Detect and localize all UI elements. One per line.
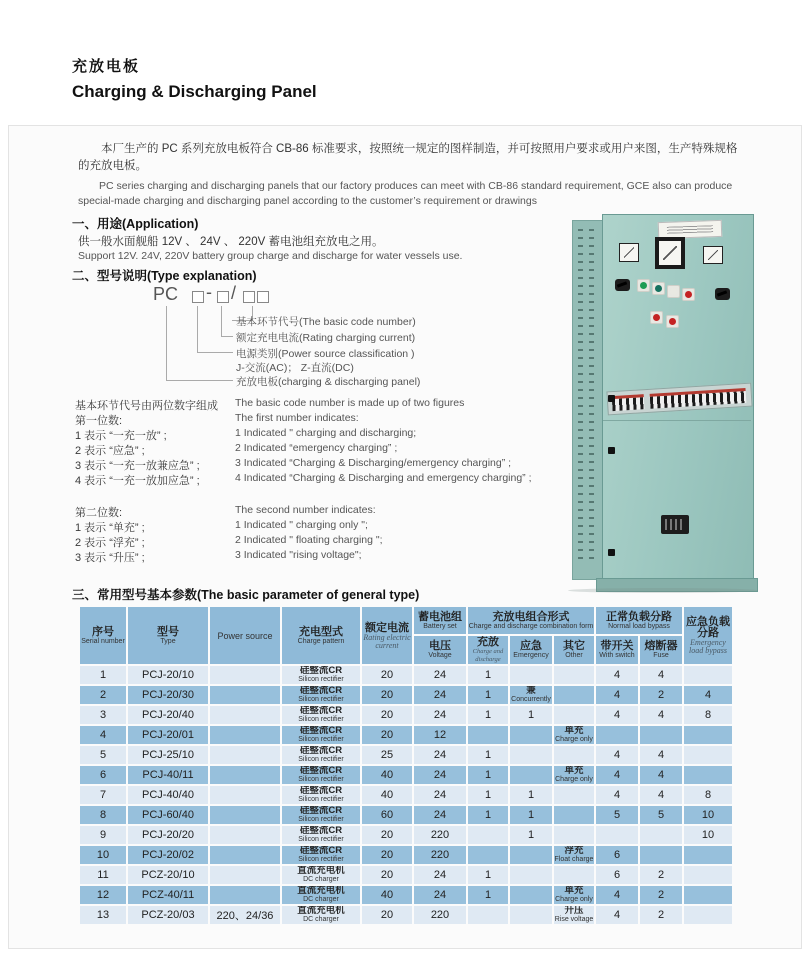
table-row: [80, 806, 732, 824]
line-en: 3 Indicated “Charging & Discharging/emergency charging” ;: [235, 457, 512, 469]
cell-rating-current: 60: [362, 806, 412, 824]
cell-other: [554, 666, 594, 684]
cell-model: PCJ-20/30: [128, 686, 208, 704]
cabinet-front: [602, 214, 754, 582]
cell-model: PCJ-40/40: [128, 786, 208, 804]
terminal-block: [661, 515, 689, 534]
cell-emergency-bypass: 10: [684, 826, 732, 844]
push-button-red: [650, 311, 663, 324]
cell-with-switch: 4: [596, 686, 638, 704]
line-en: 3 Indicated "rising voltage";: [235, 549, 362, 561]
cell-serial: 4: [80, 726, 126, 744]
cell-charge-discharge: 1: [468, 766, 508, 784]
cell-model: PCJ-20/40: [128, 706, 208, 724]
cell-power-source: [210, 746, 280, 764]
push-button-red: [666, 315, 679, 328]
line-cn: 2 表示 “浮充” ;: [75, 537, 145, 549]
cell-power-source: [210, 766, 280, 784]
bilingual-line: [75, 397, 555, 412]
cell-rating-current: 20: [362, 906, 412, 924]
cell-voltage: 220: [414, 846, 466, 864]
code-box-2: [217, 291, 229, 303]
cell-serial: 11: [80, 866, 126, 884]
col-power-source: Power source: [210, 607, 280, 664]
line-en: 1 Indicated " charging only ";: [235, 519, 368, 531]
cell-model: PCJ-20/01: [128, 726, 208, 744]
cell-fuse: 4: [640, 746, 682, 764]
meter-gauge-right: [703, 246, 723, 264]
diagram-label-ac-dc: J-交流(AC)； Z-直流(DC): [236, 362, 354, 374]
cell-charge-pattern: 硅整流CR Silicon rectifier: [282, 766, 360, 784]
cell-serial: 10: [80, 846, 126, 864]
cell-model: PCJ-60/40: [128, 806, 208, 824]
col-battery-set: 蓄电池组 Battery set: [414, 607, 466, 634]
bilingual-line: [75, 427, 555, 442]
cell-model: PCJ-40/11: [128, 766, 208, 784]
cell-charge-pattern: 硅整流CR Silicon rectifier: [282, 826, 360, 844]
table-row: [80, 706, 732, 724]
application-text-cn: 供一般水面舰船 12V 、 24V 、 220V 蓄电池组充放电之用。: [78, 236, 384, 248]
cell-charge-pattern: 直流充电机 DC charger: [282, 886, 360, 904]
code-box-4: [257, 291, 269, 303]
diagram-label-basic-code: 基本环节代号(The basic code number): [236, 316, 416, 328]
bilingual-line: [75, 412, 555, 427]
cell-charge-pattern: 直流充电机 DC charger: [282, 866, 360, 884]
bilingual-line: [75, 519, 555, 534]
cell-charge-discharge: 1: [468, 786, 508, 804]
cell-emergency: [510, 746, 552, 764]
table-row: [80, 866, 732, 884]
cell-other: [554, 806, 594, 824]
cell-charge-discharge: 1: [468, 706, 508, 724]
cell-voltage: 24: [414, 666, 466, 684]
cell-rating-current: 20: [362, 866, 412, 884]
cell-serial: 2: [80, 686, 126, 704]
diagram-line: [197, 352, 233, 353]
cell-rating-current: 20: [362, 686, 412, 704]
cell-fuse: 4: [640, 666, 682, 684]
col-rating-current: 额定电流 Rating electric current: [362, 607, 412, 664]
col-voltage: 电压 Voltage: [414, 636, 466, 664]
cell-voltage: 24: [414, 686, 466, 704]
cell-serial: 1: [80, 666, 126, 684]
cell-power-source: [210, 786, 280, 804]
cell-power-source: [210, 706, 280, 724]
col-charge-discharge: 充放 Charge and discharge: [468, 636, 508, 664]
cell-fuse: 2: [640, 886, 682, 904]
cell-voltage: 24: [414, 706, 466, 724]
breaker-strip: [606, 383, 752, 416]
line-cn: 3 表示 “一充一放兼应急” ;: [75, 460, 200, 472]
cell-other: [554, 866, 594, 884]
code-box-3: [243, 291, 255, 303]
second-number-block: [75, 504, 555, 564]
cell-rating-current: 20: [362, 706, 412, 724]
cell-power-source: [210, 806, 280, 824]
cell-rating-current: 20: [362, 726, 412, 744]
cell-charge-discharge: 1: [468, 686, 508, 704]
meter-gauge-center: [655, 237, 685, 269]
cell-emergency: [510, 666, 552, 684]
cell-serial: 5: [80, 746, 126, 764]
cell-charge-pattern: 硅整流CR Silicon rectifier: [282, 726, 360, 744]
cabinet-photo: [562, 214, 762, 594]
type-explanation-heading: 二、型号说明(Type explanation): [72, 269, 257, 283]
cell-emergency-bypass: [684, 726, 732, 744]
line-cn: 2 表示 “应急” ;: [75, 445, 145, 457]
cell-fuse: 4: [640, 786, 682, 804]
cell-charge-discharge: 1: [468, 886, 508, 904]
cell-with-switch: [596, 826, 638, 844]
cell-with-switch: 6: [596, 846, 638, 864]
cell-serial: 8: [80, 806, 126, 824]
cell-model: PCZ-40/11: [128, 886, 208, 904]
line-en: The second number indicates:: [235, 504, 376, 516]
cell-model: PCJ-25/10: [128, 746, 208, 764]
table-row: [80, 766, 732, 784]
cell-with-switch: 4: [596, 886, 638, 904]
col-type: 型号 Type: [128, 607, 208, 664]
cell-charge-discharge: 1: [468, 806, 508, 824]
cell-charge-pattern: 直流充电机 DC charger: [282, 906, 360, 924]
line-cn: 基本环节代号由两位数字组成: [75, 400, 218, 412]
indicator-lamp-teal: [652, 282, 665, 295]
code-dash: -: [206, 282, 212, 302]
cell-fuse: 5: [640, 806, 682, 824]
rotary-switch-right: [715, 288, 730, 300]
cell-voltage: 24: [414, 866, 466, 884]
cell-voltage: 24: [414, 746, 466, 764]
cell-with-switch: 4: [596, 706, 638, 724]
cell-model: PCJ-20/10: [128, 666, 208, 684]
cell-rating-current: 20: [362, 846, 412, 864]
cell-power-source: [210, 666, 280, 684]
line-en: The basic code number is made up of two figures: [235, 397, 465, 409]
table-row: [80, 886, 732, 904]
cell-serial: 12: [80, 886, 126, 904]
indicator-lamp-white: [667, 285, 680, 298]
breaker-group-left: [612, 394, 645, 411]
cell-fuse: 2: [640, 866, 682, 884]
cell-emergency: [510, 726, 552, 744]
table-row: [80, 686, 732, 704]
cell-model: PCJ-20/20: [128, 826, 208, 844]
meter-gauge-left: [619, 243, 639, 262]
cell-charge-pattern: 硅整流CR Silicon rectifier: [282, 706, 360, 724]
line-cn: 1 表示 “单充” ;: [75, 522, 145, 534]
cell-other: [554, 826, 594, 844]
application-text-en: Support 12V. 24V, 220V battery group charge and discharge for water vessels use.: [78, 250, 463, 262]
cell-voltage: 24: [414, 786, 466, 804]
line-en: 1 Indicated " charging and discharging;: [235, 427, 417, 439]
indicator-lamp-green: [637, 279, 650, 292]
cell-rating-current: 40: [362, 886, 412, 904]
cell-emergency: 1: [510, 826, 552, 844]
line-cn: 第二位数:: [75, 507, 123, 519]
code-box-1: [192, 291, 204, 303]
page-title-cn: 充放电板: [72, 58, 141, 75]
table-row: [80, 826, 732, 844]
cell-serial: 13: [80, 906, 126, 924]
cell-serial: 3: [80, 706, 126, 724]
cell-other: [554, 686, 594, 704]
col-combination: 充放电组合形式 Charge and discharge combination form: [468, 607, 594, 634]
col-emergency-bypass: 应急负载分路 Emergency load bypass: [684, 607, 732, 664]
cabinet-shadow: [568, 588, 758, 593]
cell-with-switch: 4: [596, 786, 638, 804]
bilingual-line: [75, 472, 555, 487]
cell-charge-discharge: [468, 726, 508, 744]
cell-power-source: [210, 846, 280, 864]
cell-power-source: [210, 886, 280, 904]
cell-power-source: [210, 826, 280, 844]
cell-power-source: 220、24/36: [210, 906, 280, 924]
cell-with-switch: 5: [596, 806, 638, 824]
cell-emergency-bypass: 4: [684, 686, 732, 704]
cell-emergency: [510, 766, 552, 784]
cell-rating-current: 20: [362, 826, 412, 844]
cell-charge-discharge: [468, 826, 508, 844]
cell-emergency: 1: [510, 786, 552, 804]
bilingual-line: [75, 442, 555, 457]
diagram-line: [166, 380, 233, 381]
cell-serial: 7: [80, 786, 126, 804]
cell-fuse: 4: [640, 766, 682, 784]
type-code-prefix: PC: [153, 284, 179, 304]
diagram-label-power-source: 电源类别(Power source classification ): [236, 348, 415, 360]
cell-rating-current: 40: [362, 786, 412, 804]
cell-other: [554, 746, 594, 764]
col-fuse: 熔断器 Fuse: [640, 636, 682, 664]
line-en: 4 Indicated “Charging & Discharging and emergency charging” ;: [235, 472, 532, 484]
cell-emergency-bypass: [684, 906, 732, 924]
cell-charge-pattern: 硅整流CR Silicon rectifier: [282, 746, 360, 764]
cell-voltage: 12: [414, 726, 466, 744]
parameter-table: [78, 605, 734, 926]
col-with-switch: 带开关 With switch: [596, 636, 638, 664]
cell-model: PCJ-20/02: [128, 846, 208, 864]
cell-power-source: [210, 686, 280, 704]
cell-charge-pattern: 硅整流CR Silicon rectifier: [282, 666, 360, 684]
cell-emergency-bypass: 8: [684, 786, 732, 804]
line-cn: 3 表示 “升压” ;: [75, 552, 145, 564]
cell-with-switch: 4: [596, 666, 638, 684]
parameter-heading: 三、常用型号基本参数(The basic parameter of general type): [72, 588, 420, 602]
cell-serial: 6: [80, 766, 126, 784]
cell-emergency-bypass: 8: [684, 706, 732, 724]
cell-other: 升压 Rise voltage: [554, 906, 594, 923]
door-lock: [608, 549, 615, 556]
cell-rating-current: 20: [362, 666, 412, 684]
cell-with-switch: 4: [596, 746, 638, 764]
cell-other: [554, 706, 594, 724]
diagram-line: [221, 306, 222, 336]
diagram-line: [221, 336, 233, 337]
cell-charge-pattern: 硅整流CR Silicon rectifier: [282, 786, 360, 804]
rotary-switch-left: [615, 279, 630, 291]
panel-seam: [603, 420, 751, 421]
cell-with-switch: 4: [596, 906, 638, 924]
cell-model: PCZ-20/10: [128, 866, 208, 884]
door-lock: [608, 395, 615, 402]
cell-fuse: [640, 846, 682, 864]
cell-charge-discharge: [468, 906, 508, 924]
cell-emergency: [510, 866, 552, 884]
cell-emergency-bypass: [684, 766, 732, 784]
col-normal-bypass: 正常负载分路 Normal load bypass: [596, 607, 682, 634]
cell-emergency-bypass: [684, 746, 732, 764]
intro-paragraph-en: PC series charging and discharging panels that our factory produces can meet with CB-86 standard requirement, GCE also can produce special-made charging and discharging panel according to the customer’s requirement or drawings: [78, 180, 733, 207]
cell-other: 单充 Charge only: [555, 726, 593, 743]
diagram-line: [197, 306, 198, 352]
line-en: 2 Indicated “emergency charging” ;: [235, 442, 398, 454]
cell-power-source: [210, 866, 280, 884]
cell-fuse: 4: [640, 706, 682, 724]
cell-with-switch: [596, 726, 638, 744]
cell-with-switch: 6: [596, 866, 638, 884]
cell-emergency: 兼 Concurrently: [511, 686, 551, 703]
cell-model: PCZ-20/03: [128, 906, 208, 924]
cell-charge-pattern: 硅整流CR Silicon rectifier: [282, 686, 360, 704]
page-title-en: Charging & Discharging Panel: [72, 82, 317, 101]
cell-rating-current: 25: [362, 746, 412, 764]
first-number-block: [75, 397, 555, 487]
cell-voltage: 24: [414, 886, 466, 904]
line-en: 2 Indicated " floating charging ";: [235, 534, 383, 546]
cell-other: 单充 Charge only: [555, 886, 593, 903]
bilingual-line: [75, 504, 555, 519]
cell-charge-discharge: [468, 846, 508, 864]
cell-fuse: 2: [640, 906, 682, 924]
cell-charge-pattern: 硅整流CR Silicon rectifier: [282, 806, 360, 824]
cell-voltage: 220: [414, 906, 466, 924]
indicator-lamp-red: [682, 288, 695, 301]
table-row: [80, 666, 732, 684]
cell-charge-discharge: 1: [468, 666, 508, 684]
cell-other: 浮充 Float charge: [554, 846, 594, 863]
cell-emergency-bypass: 10: [684, 806, 732, 824]
cell-fuse: [640, 726, 682, 744]
cell-fuse: 2: [640, 686, 682, 704]
line-en: The first number indicates:: [235, 412, 359, 424]
code-slash: /: [231, 283, 237, 303]
cell-power-source: [210, 726, 280, 744]
cell-voltage: 24: [414, 766, 466, 784]
vent-louvers: [589, 229, 594, 559]
vent-louvers: [578, 229, 583, 559]
bilingual-line: [75, 549, 555, 564]
cell-emergency-bypass: [684, 866, 732, 884]
cell-serial: 9: [80, 826, 126, 844]
cell-emergency: [510, 906, 552, 924]
cell-emergency: 1: [510, 806, 552, 824]
table-row: [80, 726, 732, 744]
diagram-label-panel: 充放电板(charging & discharging panel): [236, 376, 421, 388]
cell-fuse: [640, 826, 682, 844]
cell-emergency: [510, 886, 552, 904]
line-cn: 1 表示 “一充一放” ;: [75, 430, 167, 442]
cell-voltage: 220: [414, 826, 466, 844]
diagram-line: [166, 306, 167, 380]
table-row: [80, 846, 732, 864]
line-cn: 第一位数:: [75, 415, 123, 427]
diagram-label-rating-current: 额定充电电流(Rating charging current): [236, 332, 416, 344]
col-serial: 序号 Serial number: [80, 607, 126, 664]
cell-charge-pattern: 硅整流CR Silicon rectifier: [282, 846, 360, 864]
application-heading: 一、用途(Application): [72, 217, 199, 231]
table-row: [80, 786, 732, 804]
table-row: [80, 906, 732, 924]
col-charge-pattern: 充电型式 Charge pattern: [282, 607, 360, 664]
bilingual-line: [75, 534, 555, 549]
cell-charge-discharge: 1: [468, 746, 508, 764]
col-other: 其它 Other: [554, 636, 594, 664]
cell-rating-current: 40: [362, 766, 412, 784]
cell-voltage: 24: [414, 806, 466, 824]
bilingual-line: [75, 457, 555, 472]
cell-emergency-bypass: [684, 846, 732, 864]
cell-emergency-bypass: [684, 666, 732, 684]
cell-other: [554, 786, 594, 804]
door-lock: [608, 447, 615, 454]
cell-emergency: 1: [510, 706, 552, 724]
table-row: [80, 746, 732, 764]
line-cn: 4 表示 “一充一放加应急” ;: [75, 475, 200, 487]
cell-with-switch: 4: [596, 766, 638, 784]
intro-paragraph-cn: 本厂生产的 PC 系列充放电板符合 CB-86 标准要求，按照统一规定的图样制造，并可按照用户要求或用户来图，生产特殊规格的充放电板。: [78, 143, 738, 172]
cabinet-side: [572, 220, 604, 580]
col-emergency: 应急 Emergency: [510, 636, 552, 664]
cell-charge-discharge: 1: [468, 866, 508, 884]
breaker-group-right: [650, 388, 747, 409]
cell-other: 单充 Charge only: [555, 766, 593, 783]
cell-emergency-bypass: [684, 886, 732, 904]
cell-emergency: [510, 846, 552, 864]
